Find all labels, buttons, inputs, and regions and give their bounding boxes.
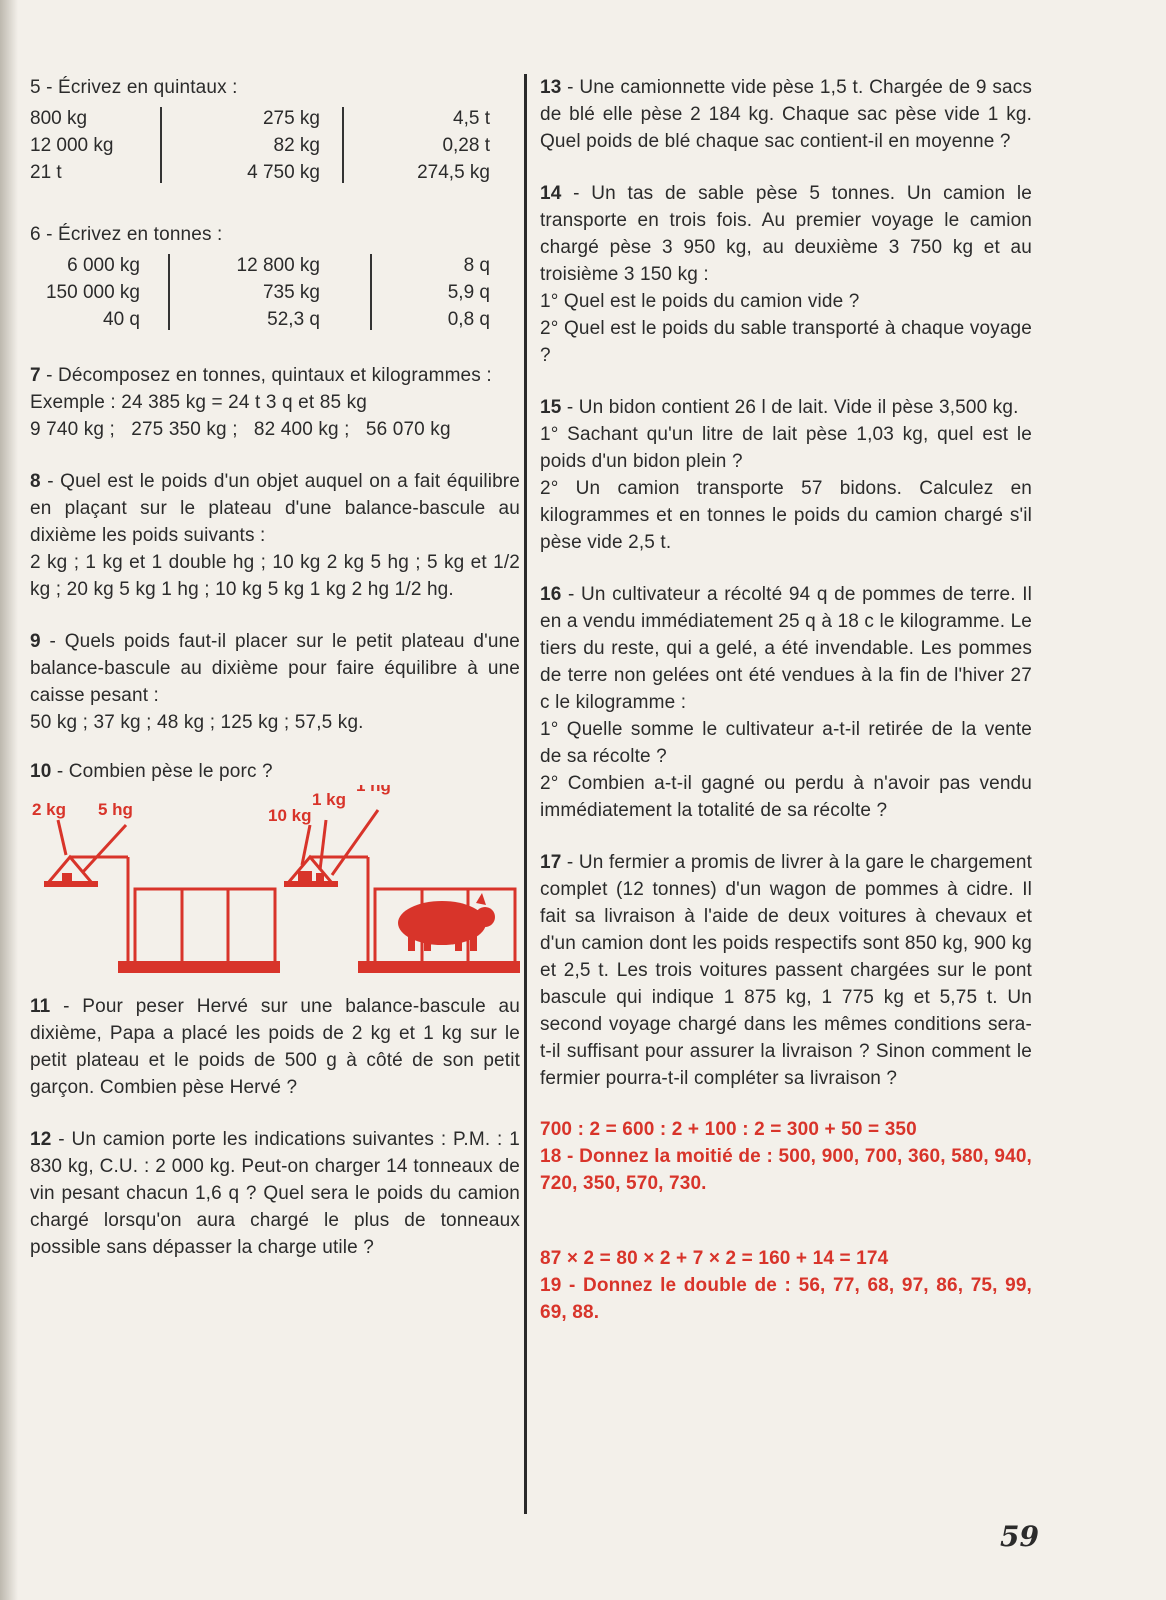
exercise-14-text [540, 180, 1032, 288]
exercise-10-text [30, 758, 520, 785]
table-rule [168, 254, 170, 330]
fig-label-left-a: 2 kg [32, 800, 67, 819]
exercise-12 [30, 1126, 520, 1261]
cell: 82 kg [273, 135, 320, 156]
fig-label-right-b: 1 kg [312, 790, 347, 809]
exercise-7-values: 9 740 kg ; 275 350 kg ; 82 400 kg ; 56 070 kg [30, 419, 451, 440]
exercise-9 [30, 628, 520, 736]
exercise-statement: - Quel est le poids d'un objet auquel on a fait équilibre en plaçant sur le plateau d'une balance-bascule au dixième les poids suivants : [30, 471, 520, 546]
exercise-number: 15 [540, 397, 562, 418]
exercise-15 [540, 394, 1032, 556]
cell: 21 t [30, 162, 62, 183]
right-platform [358, 961, 520, 973]
right-column [540, 74, 1032, 1326]
exercise-14-q1: 1° Quel est le poids du camion vide ? [540, 291, 860, 312]
exercise-statement: - Donnez le double de : 56, 77, 68, 97, 86, 75, 99, 69, 88. [540, 1275, 1032, 1323]
table-rule [342, 107, 344, 183]
exercise-13-text [540, 74, 1032, 155]
cell: 40 q [103, 309, 140, 330]
scales-illustration [30, 785, 520, 975]
cell: 8 q [463, 255, 490, 276]
exercise-number: 9 [30, 631, 41, 652]
left-tray-base [44, 881, 98, 887]
exercise-6-table [30, 252, 520, 334]
exercise-19 [540, 1245, 1032, 1326]
exercise-8 [30, 468, 520, 603]
exercise-number: 12 [30, 1129, 52, 1150]
cell: 4 750 kg [247, 162, 320, 183]
exercise-17 [540, 849, 1032, 1092]
exercise-7-text [30, 362, 520, 389]
right-weight [298, 871, 312, 881]
exercise-6 [30, 221, 520, 334]
exercise-17-text [540, 849, 1032, 1092]
fig-label-right-a: 10 kg [268, 806, 312, 825]
exercise-statement: - Un camion porte les indications suivantes : P.M. : 1 830 kg, C.U. : 2 000 kg. Peut-on charger 14 tonneaux de vin pesant chacun 1,6 q ? Quel sera le poids du camion chargé lorsqu'on aura chargé le plus de tonneaux possible sans dépasser la charge utile ? [30, 1129, 520, 1258]
ex5-col1 [30, 105, 150, 186]
binding-shadow [0, 0, 18, 1600]
exercise-16-q1: 1° Quelle somme le cultivateur a-t-il retirée de la vente de sa récolte ? [540, 719, 1032, 767]
exercise-18-example: 700 : 2 = 600 : 2 + 100 : 2 = 300 + 50 = 350 [540, 1119, 917, 1140]
cell: 12 800 kg [236, 255, 320, 276]
table-rule [370, 254, 372, 330]
exercise-statement: - Combien pèse le porc ? [51, 761, 273, 782]
cell: 12 000 kg [30, 135, 114, 156]
exercise-7 [30, 362, 520, 443]
cell: 6 000 kg [67, 255, 140, 276]
exercise-statement: - Un cultivateur a récolté 94 q de pommes de terre. Il en a vendu immédiatement 25 q à 18 c le kilogramme. Le tiers du reste, qui a gelé, a été invendable. Les pommes de terre non gelées ont été vendues à la fin de l'hiver 27 c le kilogramme : [540, 584, 1032, 713]
exercise-number: 14 [540, 183, 562, 204]
ex6-col2 [190, 252, 320, 333]
exercise-8-values: 2 kg ; 1 kg et 1 double hg ; 10 kg 2 kg 5 hg ; 5 kg et 1/2 kg ; 20 kg 5 kg 1 hg ; 10 kg 5 kg 1 kg 2 hg 1/2 hg. [30, 552, 520, 600]
exercise-14 [540, 180, 1032, 369]
exercise-15-q2: 2° Un camion transporte 57 bidons. Calculez en kilogrammes et en tonnes le poids du camion chargé s'il pèse vide 2,5 t. [540, 478, 1032, 553]
cell: 5,9 q [447, 282, 490, 303]
ex5-col2 [190, 105, 320, 186]
pig-icon [398, 893, 495, 951]
cell: 274,5 kg [417, 162, 490, 183]
exercise-statement: - Donnez la moitié de : 500, 900, 700, 360, 580, 940, 720, 350, 570, 730. [540, 1146, 1032, 1194]
right-tray-base [284, 881, 338, 887]
exercise-statement: - Décomposez en tonnes, quintaux et kilogrammes : [40, 365, 492, 386]
exercise-14-q2: 2° Quel est le poids du sable transporté à chaque voyage ? [540, 318, 1032, 366]
exercise-9-text [30, 628, 520, 709]
exercise-statement: - Un fermier a promis de livrer à la gare le chargement complet (12 tonnes) d'un wagon de pommes à cidre. Il fait sa livraison à l'aide de deux voitures à chevaux et d'un camion dont les poids respectifs sont 850 kg, 900 kg et 2,5 t. Les trois voitures passent chargées sur le pont bascule qui indique 1 875 kg, 1 775 kg et 5,75 t. Un second voyage chargé dans les mêmes conditions sera-t-il suffisant pour assurer la livraison ? Sinon comment le fermier pourra-t-il compléter sa livraison ? [540, 852, 1032, 1089]
cell: 735 kg [262, 282, 320, 303]
cell: 275 kg [262, 108, 320, 129]
exercise-statement: - Un tas de sable pèse 5 tonnes. Un camion le transporte en trois fois. Au premier voyage le camion chargé pèse 3 950 kg, au deuxième 3 750 kg et au troisième 3 150 kg : [540, 183, 1032, 285]
exercise-15-q1: 1° Sachant qu'un litre de lait pèse 1,03 kg, quel est le poids d'un bidon plein ? [540, 424, 1032, 472]
exercise-number: 11 [30, 996, 51, 1017]
exercise-16-q2: 2° Combien a-t-il gagné ou perdu à n'avoir pas vendu immédiatement la totalité de sa récolte ? [540, 773, 1032, 821]
exercise-13 [540, 74, 1032, 155]
exercise-16 [540, 581, 1032, 824]
exercise-11 [30, 993, 520, 1101]
exercise-10 [30, 758, 520, 975]
cell: 150 000 kg [45, 282, 140, 303]
exercise-5-title: 5 - Écrivez en quintaux : [30, 77, 238, 98]
cell: 0,8 q [447, 309, 490, 330]
ex5-col3 [360, 105, 490, 186]
ex6-col3 [380, 252, 490, 333]
exercise-number: 13 [540, 77, 562, 98]
exercise-16-text [540, 581, 1032, 716]
left-weight [62, 873, 72, 881]
exercise-number: 8 [30, 471, 41, 492]
page-number: 59 [1000, 1520, 1039, 1553]
exercise-number: 10 [30, 761, 52, 782]
exercise-6-title: 6 - Écrivez en tonnes : [30, 224, 223, 245]
exercise-statement: - Une camionnette vide pèse 1,5 t. Chargée de 9 sacs de blé elle pèse 2 184 kg. Chaque sac pèse vide 1 kg. Quel poids de blé chaque sac contient-il en moyenne ? [540, 77, 1032, 152]
scales-drawing [30, 785, 520, 975]
cell: 800 kg [30, 108, 88, 129]
exercise-15-text [540, 394, 1032, 421]
exercise-19-text [540, 1272, 1032, 1326]
exercise-number: 18 [540, 1146, 562, 1167]
exercise-11-text [30, 993, 520, 1101]
cell: 4,5 t [453, 108, 490, 129]
fig-label-right-c: 1 hg [356, 785, 391, 795]
table-rule [160, 107, 162, 183]
column-divider [524, 74, 527, 1514]
exercise-9-values: 50 kg ; 37 kg ; 48 kg ; 125 kg ; 57,5 kg. [30, 712, 364, 733]
exercise-number: 19 [540, 1275, 562, 1296]
exercise-number: 7 [30, 365, 41, 386]
exercise-12-text [30, 1126, 520, 1261]
cell: 0,28 t [442, 135, 490, 156]
ex6-col1 [30, 252, 140, 333]
exercise-5 [30, 74, 520, 187]
exercise-18-text [540, 1143, 1032, 1197]
left-column [30, 74, 520, 1261]
exercise-statement: - Quels poids faut-il placer sur le petit plateau d'une balance-bascule au dixième pour faire équilibre à une caisse pesant : [30, 631, 520, 706]
exercise-statement: - Un bidon contient 26 l de lait. Vide il pèse 3,500 kg. [561, 397, 1019, 418]
exercise-5-table [30, 105, 520, 187]
left-platform [118, 961, 280, 973]
exercise-18 [540, 1116, 1032, 1197]
exercise-19-example: 87 × 2 = 80 × 2 + 7 × 2 = 160 + 14 = 174 [540, 1248, 889, 1269]
fig-label-left-b: 5 hg [98, 800, 133, 819]
exercise-7-example: Exemple : 24 385 kg = 24 t 3 q et 85 kg [30, 392, 367, 413]
exercise-8-text [30, 468, 520, 549]
exercise-statement: - Pour peser Hervé sur une balance-bascule au dixième, Papa a placé les poids de 2 kg et 1 kg sur le petit plateau et le poids de 500 g à côté de son petit garçon. Combien pèse Hervé ? [30, 996, 520, 1098]
cell: 52,3 q [267, 309, 320, 330]
exercise-number: 16 [540, 584, 562, 605]
exercise-number: 17 [540, 852, 562, 873]
